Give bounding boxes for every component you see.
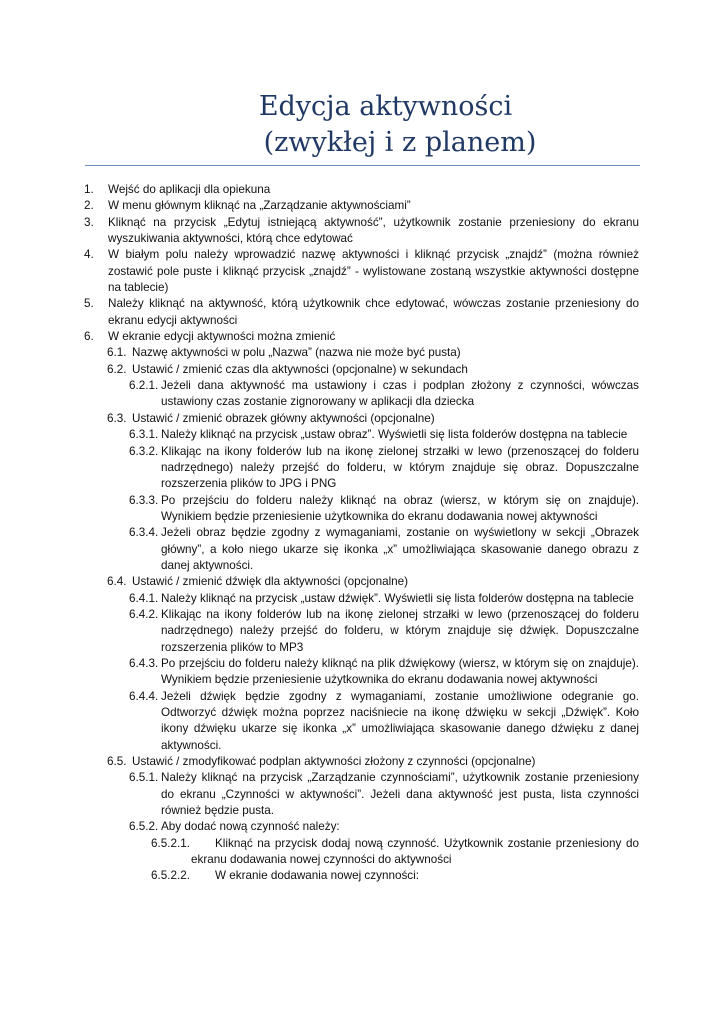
list-item bbox=[129, 444, 639, 493]
list-item-number: 6.2.1. bbox=[129, 379, 159, 393]
list-item bbox=[129, 493, 639, 526]
list-item-number: 6.3.3. bbox=[129, 493, 159, 507]
list-item-text: Ustawić / zmienić dźwięk dla aktywności (opcjonalne) bbox=[132, 575, 409, 589]
list-item-text: Jeżeli obraz będzie zgodny z wymaganiami, zostanie on wyświetlony w sekcji „Obrazek główny”, a koło niego ukarze się ikonka „x” umożliwiająca skasowanie danego obrazu z danej aktywności. bbox=[161, 526, 639, 572]
list-item bbox=[107, 345, 639, 361]
list-item-text: Wejść do aplikacji dla opiekuna bbox=[108, 183, 271, 196]
list-item-text: Ustawić / zmienić czas dla aktywności (opcjonalne) w sekundach bbox=[132, 362, 468, 376]
list-item-number: 6.3. bbox=[107, 411, 127, 425]
list-item-text: Aby dodać nową czynność należy: bbox=[161, 820, 340, 834]
list-item-text: Ustawić / zmodyfikować podplan aktywności złożony z czynności (opcjonalne) bbox=[132, 755, 536, 769]
list-item-number: 6.5.2. bbox=[129, 820, 159, 834]
title-divider bbox=[85, 165, 640, 166]
list-item bbox=[129, 427, 639, 443]
list-item bbox=[151, 868, 639, 884]
list-item-number: 6.5. bbox=[107, 755, 127, 769]
list-item-number: 6.4.2. bbox=[129, 607, 159, 621]
list-item-number: 4. bbox=[84, 248, 94, 262]
list-item-text: Należy kliknąć na przycisk „Zarządzanie czynnościami”, użytkownik zostanie przeniesiony do ekranu „Czynności w aktywności”. Jeżeli dana aktywność jest pusta, lista czynności również będzie pusta. bbox=[161, 771, 639, 818]
list-item bbox=[107, 411, 639, 427]
list-item-number: 6.1. bbox=[107, 346, 127, 360]
list-item-text: W ekranie edycji aktywności można zmienić bbox=[108, 330, 336, 344]
list-item bbox=[84, 296, 639, 329]
list-item-number: 3. bbox=[84, 215, 94, 229]
list-item bbox=[84, 247, 639, 296]
list-item-text: W białym polu należy wprowadzić nazwę aktywności i kliknąć przycisk „znajdź” (można również zostawić pole puste i kliknąć przycisk „znajdź” - wylistowane zostaną wszystkie aktywności dostępne na tablecie) bbox=[108, 248, 639, 295]
list-item-number: 6.3.1. bbox=[129, 428, 159, 442]
list-item-number: 6.4.1. bbox=[129, 591, 159, 605]
list-item bbox=[129, 378, 639, 411]
list-item-number: 6.5.2.1. bbox=[151, 836, 190, 850]
list-item-number: 2. bbox=[84, 199, 94, 213]
list-item-number: 5. bbox=[84, 297, 94, 311]
list-item-number: 6.4.3. bbox=[129, 656, 159, 670]
list-item-text: W menu głównym kliknąć na „Zarządzanie aktywnościami” bbox=[108, 199, 411, 213]
list-item bbox=[107, 754, 639, 770]
list-item-number: 6.5.1. bbox=[129, 771, 159, 785]
list-item-number: 6.3.2. bbox=[129, 444, 159, 458]
instruction-list bbox=[0, 182, 725, 885]
list-item bbox=[107, 574, 639, 590]
list-item-text: Jeżeli dana aktywność ma ustawiony i czas i podplan złożony z czynności, wówczas ustawiony czas zostanie zignorowany w aplikacji dla dziecka bbox=[161, 379, 639, 409]
list-item bbox=[84, 198, 639, 214]
list-item-text: Nazwę aktywności w polu „Nazwa” (nazwa nie może być pusta) bbox=[132, 346, 461, 360]
list-item-text: Kliknąć na przycisk dodaj nową czynność. Użytkownik zostanie przeniesiony do ekranu dodawania nowej czynności do aktywności bbox=[191, 836, 639, 867]
list-item-number: 6.5.2.2. bbox=[151, 869, 190, 883]
list-item bbox=[129, 819, 639, 835]
list-item-text: Należy kliknąć na przycisk „ustaw obraz”. Wyświetli się lista folderów dostępna na tablecie bbox=[161, 428, 628, 442]
list-item-number: 6.4.4. bbox=[129, 689, 159, 703]
list-item-text: Po przejściu do folderu należy kliknąć na plik dźwiękowy (wiersz, w którym się on znajduje). Wynikiem będzie przeniesienie użytkownika do ekranu dodawania nowej aktywności bbox=[161, 656, 639, 687]
list-item-number: 6.3.4. bbox=[129, 526, 159, 540]
list-item-text: Kliknąć na przycisk „Edytuj istniejącą aktywność”, użytkownik zostanie przeniesiony do ekranu wyszukiwania aktywności, którą chce edytować bbox=[108, 215, 639, 246]
list-item-text: Należy kliknąć na przycisk „ustaw dźwięk”. Wyświetli się lista folderów dostępna na tablecie bbox=[161, 591, 634, 605]
list-item-number: 6.2. bbox=[107, 362, 127, 376]
page-title-line-2: (zwykłej i z planem) bbox=[263, 127, 537, 158]
list-item bbox=[84, 182, 639, 198]
list-item bbox=[84, 329, 639, 345]
list-item bbox=[129, 656, 639, 689]
page-title-line-1: Edycja aktywności bbox=[258, 91, 513, 122]
list-item bbox=[129, 770, 639, 819]
list-item-text: Klikając na ikony folderów lub na ikonę zielonej strzałki w lewo (przenoszącej do folderu nadrzędnego) należy przejść do folderu, w którym znajduje się dźwięk. Dopuszczalne rozszerzenia plików to MP3 bbox=[161, 607, 639, 654]
list-item-number: 6. bbox=[84, 330, 94, 344]
list-item bbox=[129, 525, 639, 574]
list-item-text: Klikając na ikony folderów lub na ikonę zielonej strzałki w lewo (przenoszącej do folderu nadrzędnego) należy przejść do folderu, w którym znajduje się obraz. Dopuszczalne rozszerzenia plików to JPG i PNG bbox=[161, 444, 639, 491]
list-item-number: 1. bbox=[84, 183, 94, 196]
list-item-text: Należy kliknąć na aktywność, którą użytkownik chce edytować, wówczas zostanie przeniesiony do ekranu edycji aktywności bbox=[108, 297, 639, 327]
list-item bbox=[129, 607, 639, 656]
list-item bbox=[129, 591, 639, 607]
list-item-number: 6.4. bbox=[107, 575, 127, 589]
list-item-text: Jeżeli dźwięk będzie zgodny z wymaganiami, zostanie umożliwione odegranie go. Odtworzyć dźwięk można poprzez naciśniecie na ikonę dźwięku w sekcji „Dźwięk”. Koło ikony dźwięku ukarze się ikonka „x” umożliwiająca skasowanie danego dźwięku z danej aktywności. bbox=[161, 689, 639, 752]
list-item bbox=[107, 362, 639, 378]
list-item bbox=[129, 689, 639, 754]
list-item-text: Ustawić / zmienić obrazek główny aktywności (opcjonalne) bbox=[132, 411, 435, 425]
list-item bbox=[151, 836, 639, 869]
list-item-text: Po przejściu do folderu należy kliknąć na obraz (wiersz, w którym się on znajduje). Wynikiem będzie przeniesienie użytkownika do ekranu dodawania nowej aktywności bbox=[161, 493, 639, 523]
list-item-text: W ekranie dodawania nowej czynności: bbox=[215, 869, 419, 883]
list-item bbox=[84, 215, 639, 248]
